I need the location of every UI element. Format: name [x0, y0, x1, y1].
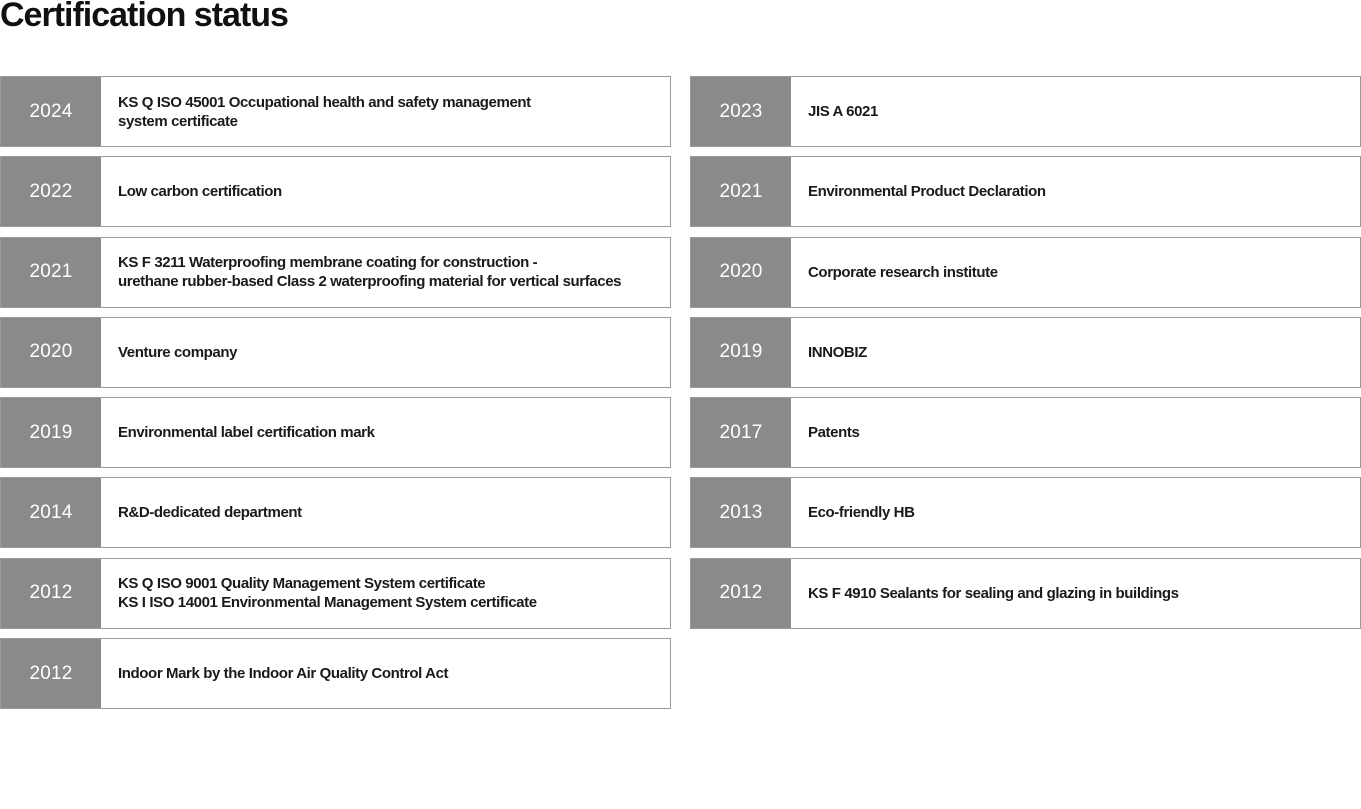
certification-description-line: Indoor Mark by the Indoor Air Quality Control Act	[118, 665, 449, 683]
certification-description-line: KS Q ISO 9001 Quality Management System certificate	[118, 575, 486, 593]
certification-description	[101, 559, 670, 628]
certification-description-line: Eco-friendly HB	[808, 504, 915, 522]
certification-description-line: KS F 3211 Waterproofing membrane coating for construction -	[118, 254, 538, 272]
certification-row	[0, 638, 671, 709]
certification-row	[690, 558, 1361, 629]
certification-row	[0, 76, 671, 147]
certification-row	[0, 156, 671, 227]
certification-description-line: R&D-dedicated department	[118, 504, 302, 522]
certification-description-line: JIS A 6021	[808, 103, 878, 120]
certification-description	[101, 157, 670, 226]
certification-list-right	[690, 76, 1361, 638]
certification-year: 2019	[691, 318, 791, 387]
certification-row	[0, 558, 671, 629]
certification-description	[791, 318, 1360, 387]
certification-year: 2021	[691, 157, 791, 226]
certification-row	[0, 237, 671, 308]
certification-description-line: KS I ISO 14001 Environmental Management System certificate	[118, 594, 537, 612]
certification-year: 2024	[1, 77, 101, 146]
certification-description-line: Patents	[808, 424, 860, 442]
certification-year: 2014	[1, 478, 101, 547]
certification-description	[791, 77, 1360, 146]
certification-description-line: Environmental label certification mark	[118, 424, 375, 442]
certification-description	[101, 77, 670, 146]
certification-row	[690, 317, 1361, 388]
certification-year: 2020	[691, 238, 791, 307]
certification-row	[690, 156, 1361, 227]
certification-description-line: KS Q ISO 45001 Occupational health and safety management	[118, 93, 531, 111]
certification-year: 2012	[691, 559, 791, 628]
certification-year: 2012	[1, 559, 101, 628]
certification-description-line: KS F 4910 Sealants for sealing and glazing in buildings	[808, 584, 1179, 602]
certification-description	[101, 238, 670, 307]
certification-row	[690, 76, 1361, 147]
certification-description-line: Environmental Product Declaration	[808, 183, 1046, 201]
certification-row	[690, 397, 1361, 468]
certification-year: 2021	[1, 238, 101, 307]
certification-year: 2019	[1, 398, 101, 467]
certification-year: 2022	[1, 157, 101, 226]
certification-description-line: Low carbon certification	[118, 183, 282, 201]
certification-year: 2013	[691, 478, 791, 547]
certification-year: 2020	[1, 318, 101, 387]
certification-row	[0, 397, 671, 468]
certification-description-line: system certificate	[118, 112, 238, 130]
certification-description	[791, 157, 1360, 226]
certification-description	[791, 559, 1360, 628]
certification-year: 2012	[1, 639, 101, 708]
certification-list-left	[0, 76, 671, 718]
certification-description-line: Venture company	[118, 343, 238, 361]
certification-description	[791, 238, 1360, 307]
certification-description-line: INNOBIZ	[808, 343, 867, 361]
certification-description	[791, 478, 1360, 547]
certification-description-line: Corporate research institute	[808, 263, 998, 281]
certification-description-line: urethane rubber-based Class 2 waterproofing material for vertical surfaces	[118, 273, 622, 291]
certification-description	[101, 398, 670, 467]
certification-row	[0, 317, 671, 388]
certification-description	[101, 639, 670, 708]
page-title: Certification status	[0, 0, 288, 34]
certification-row	[690, 477, 1361, 548]
certification-row	[690, 237, 1361, 308]
certification-description	[791, 398, 1360, 467]
certification-description	[101, 478, 670, 547]
certification-year: 2017	[691, 398, 791, 467]
certification-description	[101, 318, 670, 387]
certification-row	[0, 477, 671, 548]
certification-year: 2023	[691, 77, 791, 146]
